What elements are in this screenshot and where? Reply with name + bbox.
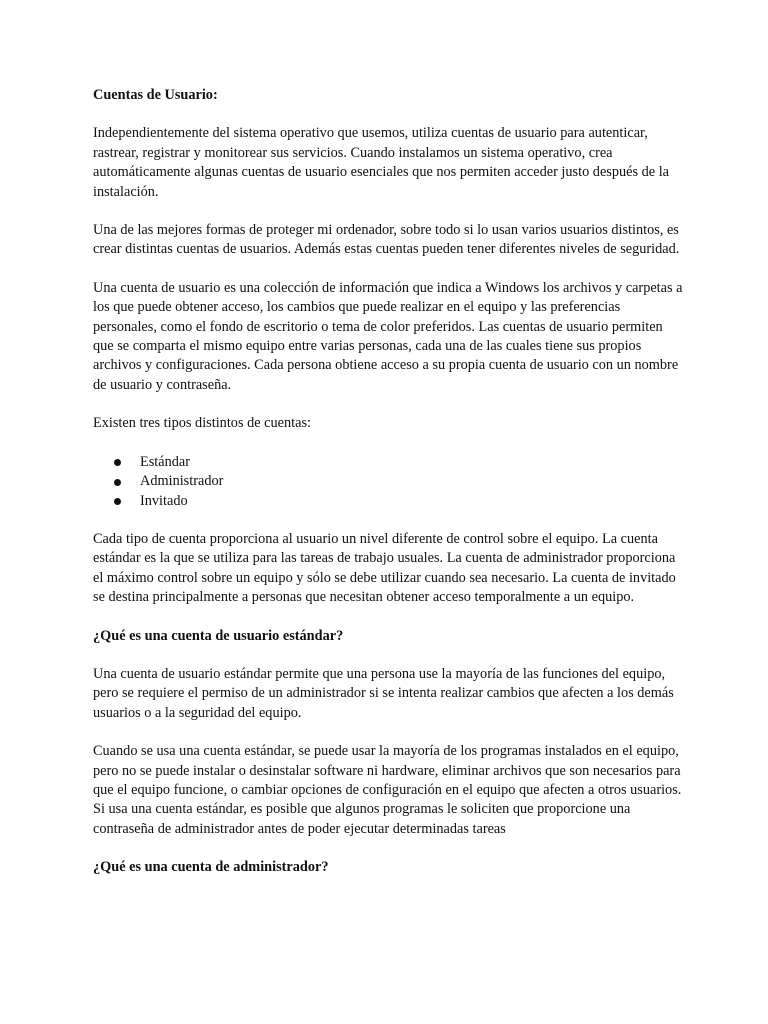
paragraph-tipos-intro: Existen tres tipos distintos de cuentas:: [93, 415, 311, 432]
paragraph-estandar-restricciones: Cuando se usa una cuenta estándar, se puede usar la mayoría de los programas instalados en el equipo, pero no se puede instalar o desinstalar software ni hardware, eliminar archivos que son necesarios para que el equipo funcione, o cambiar opciones de configuración en el equipo que afecten a otros usuarios. Si usa una cuenta estándar, es posible que algunos programas le soliciten que proporcione una contraseña de administrador antes de poder ejecutar determinadas tareas: [93, 743, 682, 837]
paragraph-estandar-definicion: Una cuenta de usuario estándar permite que una persona use la mayoría de las funciones del equipo, pero se requiere el permiso de un administrador si se intenta realizar cambios que afecten a los demás usuarios o a la seguridad del equipo.: [93, 665, 674, 721]
section-title-cuenta-estandar: ¿Qué es una cuenta de usuario estándar?: [93, 627, 344, 644]
list-item: [93, 492, 683, 511]
list-item-label: Administrador: [140, 473, 224, 490]
list-item-label: Invitado: [140, 492, 188, 509]
list-item-label: Estándar: [140, 453, 191, 470]
bullet-icon: [114, 498, 121, 505]
list-item: [93, 453, 683, 472]
paragraph-proteger-ordenador: Una de las mejores formas de proteger mi ordenador, sobre todo si lo usan varios usuarios distintos, es crear distintas cuentas de usuarios. Además estas cuentas pueden tener diferentes niveles de seguridad.: [93, 222, 680, 258]
paragraph-niveles-control: Cada tipo de cuenta proporciona al usuario un nivel diferente de control sobre el equipo. La cuenta estándar es la que se utiliza para las tareas de trabajo usuales. La cuenta de administrador proporciona el máximo control sobre un equipo y sólo se debe utilizar cuando sea necesario. La cuenta de invitado se destina principalmente a personas que necesitan obtener acceso temporalmente a un equipo.: [93, 530, 676, 606]
section-title-cuentas-de-usuario: Cuentas de Usuario:: [93, 87, 218, 103]
paragraph-definicion-cuenta: Una cuenta de usuario es una colección de información que indica a Windows los archivos y carpetas a los que puede obtener acceso, los cambios que puede realizar en el equipo y las preferencias personales, como el fondo de escritorio o tema de color preferidos. Las cuentas de usuario permiten que se comparta el mismo equipo entre varias personas, cada una de las cuales tiene sus propios archivos y configuraciones. Cada persona obtiene acceso a su propia cuenta de usuario con un nombre de usuario y contraseña.: [93, 279, 683, 393]
list-item: [93, 472, 683, 491]
bullet-icon: [114, 459, 121, 466]
document-page: [93, 86, 683, 878]
account-types-list: [93, 453, 683, 511]
section-title-cuenta-administrador: ¿Qué es una cuenta de administrador?: [93, 859, 329, 876]
bullet-icon: [114, 479, 121, 486]
paragraph-intro: Independientemente del sistema operativo que usemos, utiliza cuentas de usuario para autenticar, rastrear, registrar y monitorear sus servicios. Cuando instalamos un sistema operativo, crea automáticamente algunas cuentas de usuario esenciales que nos permiten acceder justo después de la instalación.: [93, 125, 670, 200]
